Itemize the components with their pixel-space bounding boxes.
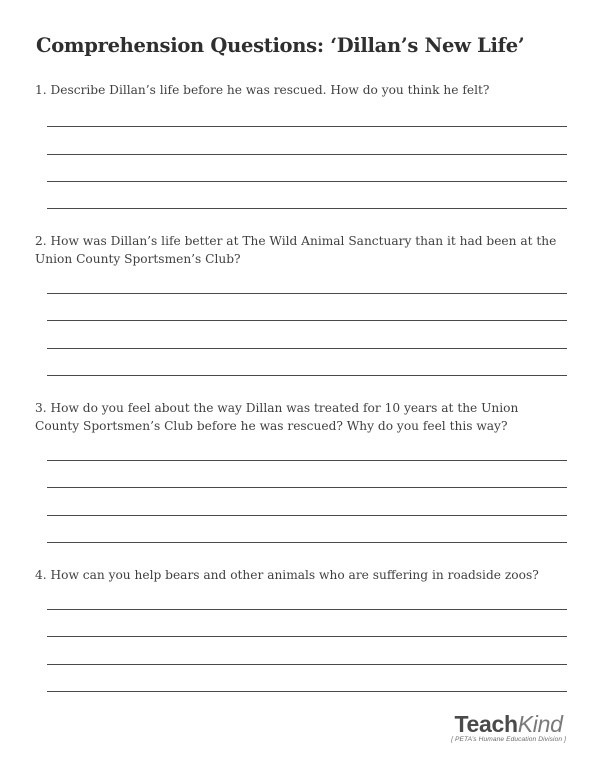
answer-line[interactable] <box>47 609 567 610</box>
answer-line[interactable] <box>47 487 567 488</box>
answer-line[interactable] <box>47 375 567 376</box>
answer-line[interactable] <box>47 348 567 349</box>
answer-line[interactable] <box>47 293 567 294</box>
logo-wordmark <box>451 712 566 736</box>
teachkind-logo <box>451 712 566 743</box>
question-3: 3. How do you feel about the way Dillan was treated for 10 years at the Union County Sportsmen’s Club before he was rescued? Why do you feel this way? <box>35 401 519 433</box>
answer-line[interactable] <box>47 320 567 321</box>
answer-line[interactable] <box>47 636 567 637</box>
answer-line[interactable] <box>47 154 567 155</box>
logo-word-kind: Kind <box>517 711 563 737</box>
answer-line[interactable] <box>47 126 567 127</box>
question-1: 1. Describe Dillan’s life before he was rescued. How do you think he felt? <box>35 83 490 97</box>
question-4: 4. How can you help bears and other animals who are suffering in roadside zoos? <box>35 568 539 582</box>
answer-line[interactable] <box>47 542 567 543</box>
answer-line[interactable] <box>47 664 567 665</box>
question-2: 2. How was Dillan’s life better at The Wild Animal Sanctuary than it had been at the Union County Sportsmen’s Club? <box>35 234 557 266</box>
answer-line[interactable] <box>47 181 567 182</box>
answer-line[interactable] <box>47 208 567 209</box>
logo-tagline: [ PETA’s Humane Education Division ] <box>451 736 566 743</box>
answer-line[interactable] <box>47 460 567 461</box>
answer-line[interactable] <box>47 515 567 516</box>
answer-line[interactable] <box>47 691 567 692</box>
page-title: Comprehension Questions: ‘Dillan’s New Life’ <box>36 34 525 57</box>
logo-word-teach: Teach <box>454 711 518 737</box>
